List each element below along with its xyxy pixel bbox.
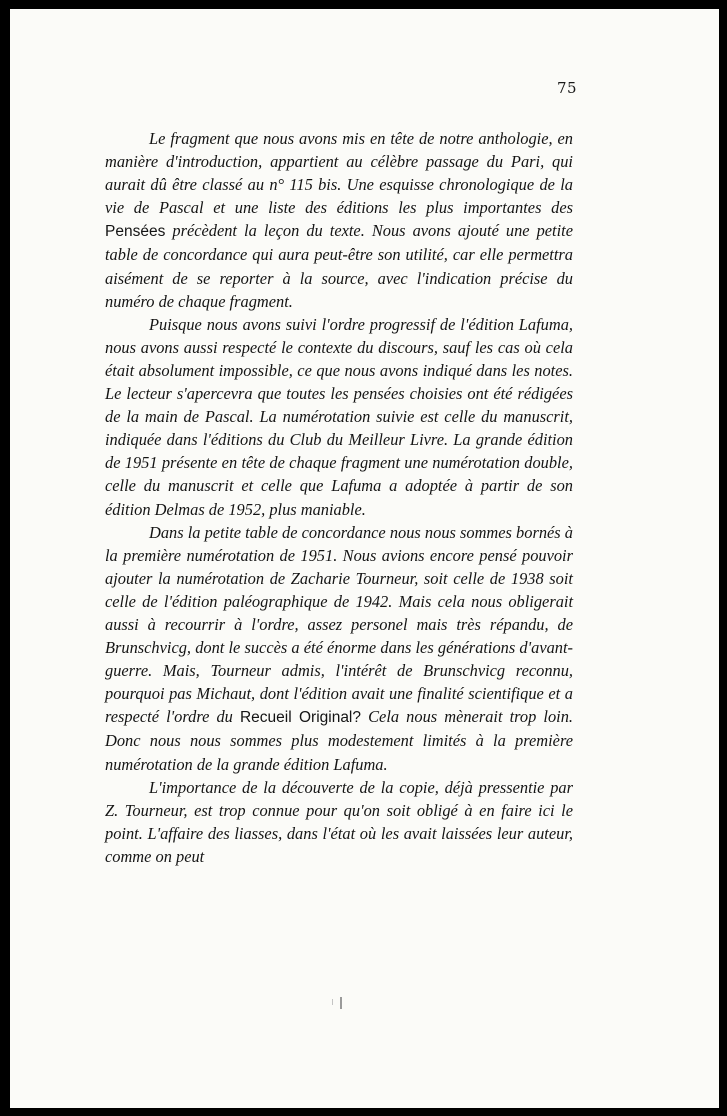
book-page [10,9,719,1108]
paragraph-2-text: Puisque nous avons suivi l'ordre progressif de l'édition Lafuma, nous avons aussi respecté le contexte du discours, sauf les cas où cela était absolument impossible, ce que nous avons indiqué dans les notes. Le lecteur s'apercevra que toutes les pensées choisies ont été rédigées de la main de Pascal. La numérotation suivie est celle du manuscrit, indiquée dans l'éditions du Club du Meilleur Livre. La grande édition de 1951 présente en tête de chaque fragment une numérotation double, celle du manuscrit et celle que Lafuma a adoptée à partir de son édition Delmas de 1952, plus maniable. [105,314,573,519]
scan-artifact [340,997,342,1009]
paragraph-4-text: L'importance de la découverte de la copie, déjà pressentie par Z. Tourneur, est trop connue pour qu'on soit obligé à en faire ici le point. L'affaire des liasses, dans l'état où les avait laissées leur auteur, comme on peut [105,777,573,866]
paragraph-3-text-b: Cela nous mènerait trop loin. Donc nous nous sommes plus modestement limités à la première numérotation de la grande édition Lafuma. [105,707,574,774]
title-recueil-original: Recueil Original? [239,709,362,727]
paragraph-3-text-a: Dans la petite table de concordance nous nous sommes bornés à la première numérotation de 1951. Nous avions encore pensé pouvoir ajouter la numérotation de Zacharie Tourneur, soit celle de 1938 soit celle de l'édition paléographique de 1942. Mais cela nous obligerait aussi à recourrir à l'ordre, assez personel mais très répandu, de Brunschvicg, dont le succès a été énorme dans les générations d'avant-guerre. Mais, Tourneur admis, l'intérêt de Brunschvicg reconnu, pourquoi pas Michaut, dont l'édition avait une finalité scientifique et a respecté l'ordre du [105,522,573,727]
scan-artifact [332,999,333,1005]
paragraph-4 [105,776,573,868]
paragraph-1 [105,127,573,313]
title-pensees: Pensées [105,223,166,241]
body-text [105,127,573,868]
page-number: 75 [557,79,578,97]
paragraph-3 [105,521,573,776]
paragraph-2 [105,313,573,521]
paragraph-1-text-b: précèdent la leçon du texte. Nous avons ajouté une petite table de concordance qui aura peut-être son utilité, car elle permettra aisément de se reporter à la source, avec l'indication précise du numéro de chaque fragment. [105,221,573,311]
paragraph-1-text-a: Le fragment que nous avons mis en tête de notre anthologie, en manière d'introduction, appartient au célèbre passage du Pari, qui aurait dû être classé au n° 115 bis. Une esquisse chronologique de la vie de Pascal et une liste des éditions les plus importantes des [105,129,573,218]
